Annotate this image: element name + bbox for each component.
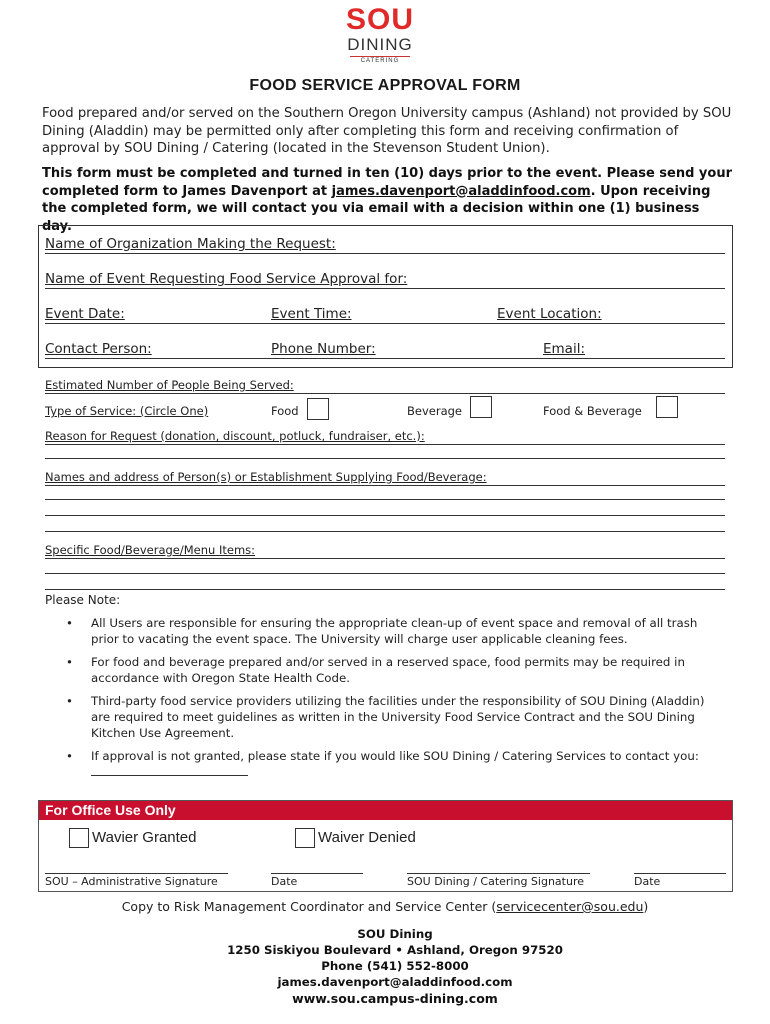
logo-sub: DINING [347,35,413,54]
service-food-label: Food [271,404,299,418]
supplier-label: Names and address of Person(s) or Establishment Supplying Food/Beverage: [45,470,487,484]
service-center-email-link[interactable]: servicecenter@sou.edu [496,899,644,914]
phone-field[interactable]: Phone Number: [271,341,376,357]
contact-row [45,341,725,359]
footer-phone: Phone (541) 552-8000 [321,959,469,973]
contact-person-field[interactable]: Contact Person: [45,341,152,357]
notice-text-1: This form must be completed and turned in ten (10) days prior to the event. Please send your completed form to James Davenport at [42,166,733,199]
footer-org-name: SOU Dining [357,927,433,941]
supplier-line[interactable] [45,499,725,500]
menu-items-field[interactable] [45,543,725,559]
note-text: Third-party food service providers utilizing the facilities under the responsibility of SOU Dining (Aladdin) are required to meet guidelines as written in the University Food Service Contract and the SOU Dining Kitchen Use Agreement. [91,694,705,740]
admin-signature-line[interactable] [45,873,228,874]
waiver-denied-checkbox[interactable] [295,828,315,848]
date-line[interactable] [634,873,726,874]
service-both-label: Food & Beverage [543,404,642,418]
list-item [66,615,726,647]
note-text: If approval is not granted, please state if you would like SOU Dining / Catering Services to contact you: [91,749,699,763]
email-field[interactable]: Email: [543,341,586,357]
reason-label: Reason for Request (donation, discount, potluck, fundraiser, etc.): [45,429,425,443]
event-details-row [45,306,725,324]
event-time-field[interactable]: Event Time: [271,306,352,322]
notice-text-2: . Upon receiving the completed form, we will contact you via email with a decision within one (1) business day. [42,183,711,234]
list-item [66,693,726,741]
bullet-icon: • [66,694,73,708]
supplier-line[interactable] [45,531,725,532]
footer-address: 1250 Siskiyou Boulevard • Ashland, Oregon 97520 [227,943,563,957]
form-title: FOOD SERVICE APPROVAL FORM [249,77,521,94]
service-type-label: Type of Service: (Circle One) [45,404,209,418]
admin-signature-label: SOU – Administrative Signature [45,875,218,888]
service-food-checkbox[interactable] [307,398,329,420]
copy-note [0,899,770,914]
notes-list [66,615,726,787]
note-text: All Users are responsible for ensuring the appropriate clean-up of event space and removal of all trash prior to vacating the event space. The University will charge user applicable cleaning fees. [91,616,698,646]
menu-items-label: Specific Food/Beverage/Menu Items: [45,543,256,557]
waiver-granted-option[interactable] [69,828,196,848]
event-name-field[interactable] [45,271,725,289]
catering-signature-label: SOU Dining / Catering Signature [407,875,584,888]
service-beverage-label: Beverage [407,404,462,418]
intro-paragraph: Food prepared and/or served on the Southern Oregon University campus (Ashland) not provided by SOU Dining (Aladdin) may be permitted only after completing this form and receiving confirmation of approval by SOU Dining / Catering (located in the Stevenson Student Union). [42,106,732,156]
event-name-label: Name of Event Requesting Food Service Approval for: [45,271,408,287]
date-label: Date [271,875,298,888]
contact-footer [0,926,770,1008]
date-line[interactable] [271,873,363,874]
supplier-line[interactable] [45,515,725,516]
date-label: Date [634,875,661,888]
copy-note-text: Copy to Risk Management Coordinator and Service Center ( [121,899,497,914]
event-location-field[interactable]: Event Location: [497,306,602,322]
list-item [66,654,726,686]
waiver-denied-label: Waiver Denied [318,828,416,846]
service-beverage-checkbox[interactable] [470,396,492,418]
supplier-field[interactable] [45,470,725,486]
list-item [66,748,726,780]
copy-note-close: ) [643,899,649,914]
notice-email-link[interactable]: james.davenport@aladdinfood.com [331,183,591,199]
bullet-icon: • [66,616,73,630]
contact-preference-field[interactable] [91,764,248,776]
reason-field[interactable] [45,429,725,445]
waiver-granted-label: Wavier Granted [92,828,197,846]
people-served-field[interactable] [45,378,725,394]
reason-line[interactable] [45,458,725,459]
organization-label: Name of Organization Making the Request: [45,236,336,252]
logo-brand: SOU [345,3,414,36]
waiver-denied-option[interactable] [295,828,416,848]
menu-items-line[interactable] [45,589,725,590]
please-note-heading: Please Note: [45,593,121,607]
bullet-icon: • [66,655,73,669]
note-text: For food and beverage prepared and/or served in a reserved space, food permits may be required in accordance with Oregon State Health Code. [91,655,685,685]
bullet-icon: • [66,749,73,763]
menu-items-line[interactable] [45,573,725,574]
sou-dining-logo [335,4,425,70]
event-date-field[interactable]: Event Date: [45,306,125,322]
logo-tag: CATERING [360,58,400,64]
people-served-label: Estimated Number of People Being Served: [45,378,294,392]
footer-email-link[interactable]: james.davenport@aladdinfood.com [277,975,513,989]
logo-rule [350,56,410,57]
office-use-header: For Office Use Only [39,801,732,820]
service-both-checkbox[interactable] [656,396,678,418]
catering-signature-line[interactable] [407,873,590,874]
footer-website-link[interactable]: www.sou.campus-dining.com [292,991,498,1006]
organization-field[interactable] [45,236,725,254]
waiver-granted-checkbox[interactable] [69,828,89,848]
